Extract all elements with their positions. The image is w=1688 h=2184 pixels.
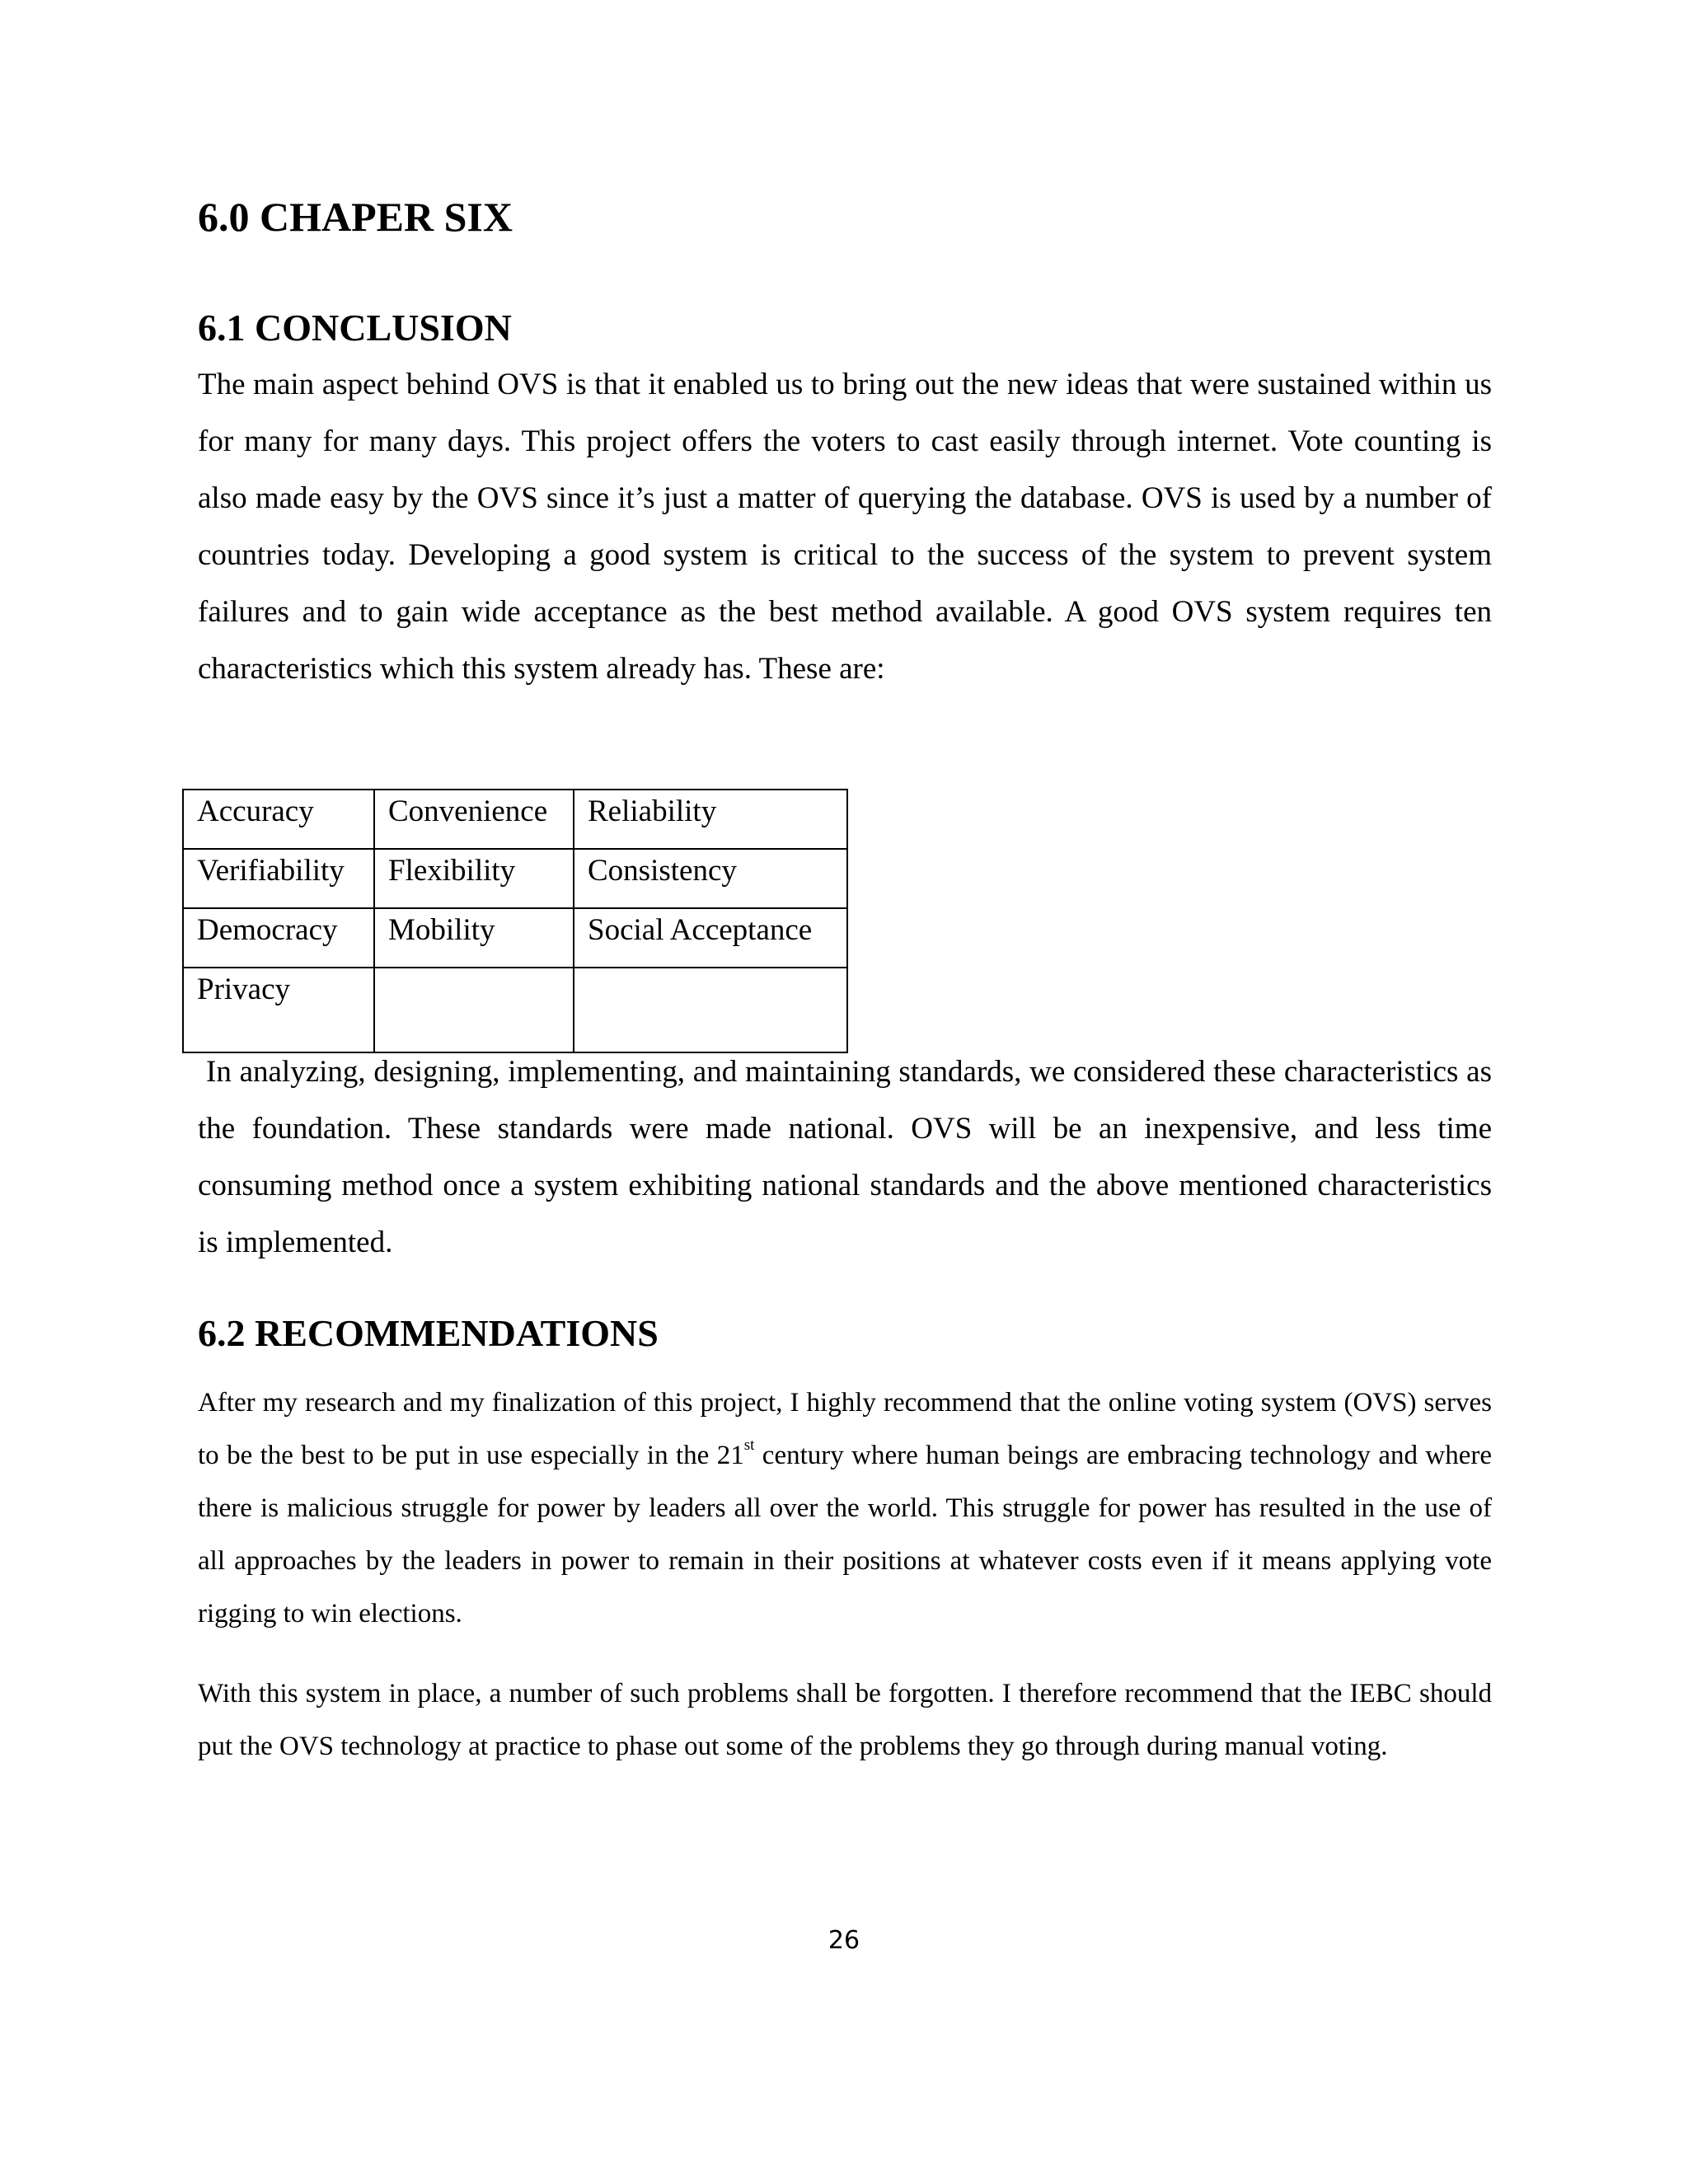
table-cell: Democracy: [183, 908, 374, 968]
table-row: [183, 790, 847, 849]
table-row: [183, 908, 847, 968]
conclusion-heading: 6.1 CONCLUSION: [198, 307, 512, 349]
table-cell: [374, 968, 574, 1052]
table-cell: Flexibility: [374, 849, 574, 908]
table-cell: Consistency: [574, 849, 847, 908]
table-cell: Verifiability: [183, 849, 374, 908]
recommendation-text-part2: century where human beings are embracing technology and where there is malicious struggle for power by leaders all over the world. This struggle for power has resulted in the use of all approaches by the leaders in power to remain in their positions at whatever costs even if it means applying vote rigging to win elections.: [198, 1441, 1493, 1629]
conclusion-paragraph: The main aspect behind OVS is that it enabled us to bring out the new ideas that were sustained within us for many for many days. This project offers the voters to cast easily through internet. Vote counting is also made easy by the OVS since it’s just a matter of querying the database. OVS is used by a number of countries today. Developing a good system is critical to the success of the system to prevent system failures and to gain wide acceptance as the best method available. A good OVS system requires ten characteristics which this system already has. These are:: [198, 368, 1492, 686]
table-cell: Mobility: [374, 908, 574, 968]
analysis-paragraph: [198, 1043, 1492, 1271]
table-cell: Social Acceptance: [574, 908, 847, 968]
recommendation-text-part1: After my research and my finalization of this project, I highly recommend that the online voting system (OVS) serves to be the best to be put in use especially in the 21: [198, 1388, 1492, 1470]
characteristics-table: [182, 789, 848, 1053]
page-number: 26: [828, 1926, 860, 1955]
recommendation-paragraph-1: [198, 1376, 1492, 1640]
recommendations-heading: 6.2 RECOMMENDATIONS: [198, 1312, 659, 1354]
recommendation-paragraph-2: With this system in place, a number of such problems shall be forgotten. I therefore recommend that the IEBC should put the OVS technology at practice to phase out some of the problems they go through during manual voting.: [198, 1679, 1492, 1761]
chapter-title: 6.0 CHAPER SIX: [198, 194, 513, 240]
table-cell: Accuracy: [183, 790, 374, 849]
ordinal-superscript: st: [743, 1436, 755, 1454]
table-row: [183, 849, 847, 908]
table-row: [183, 968, 847, 1052]
table-cell: Privacy: [183, 968, 374, 1052]
table-cell: Reliability: [574, 790, 847, 849]
table-cell: Convenience: [374, 790, 574, 849]
analysis-text: In analyzing, designing, implementing, and maintaining standards, we considered these characteristics as the foundation. These standards were made national. OVS will be an inexpensive, and less time consuming method once a system exhibiting national standards and the above mentioned characteristics is implemented.: [198, 1055, 1492, 1259]
table-cell: [574, 968, 847, 1052]
